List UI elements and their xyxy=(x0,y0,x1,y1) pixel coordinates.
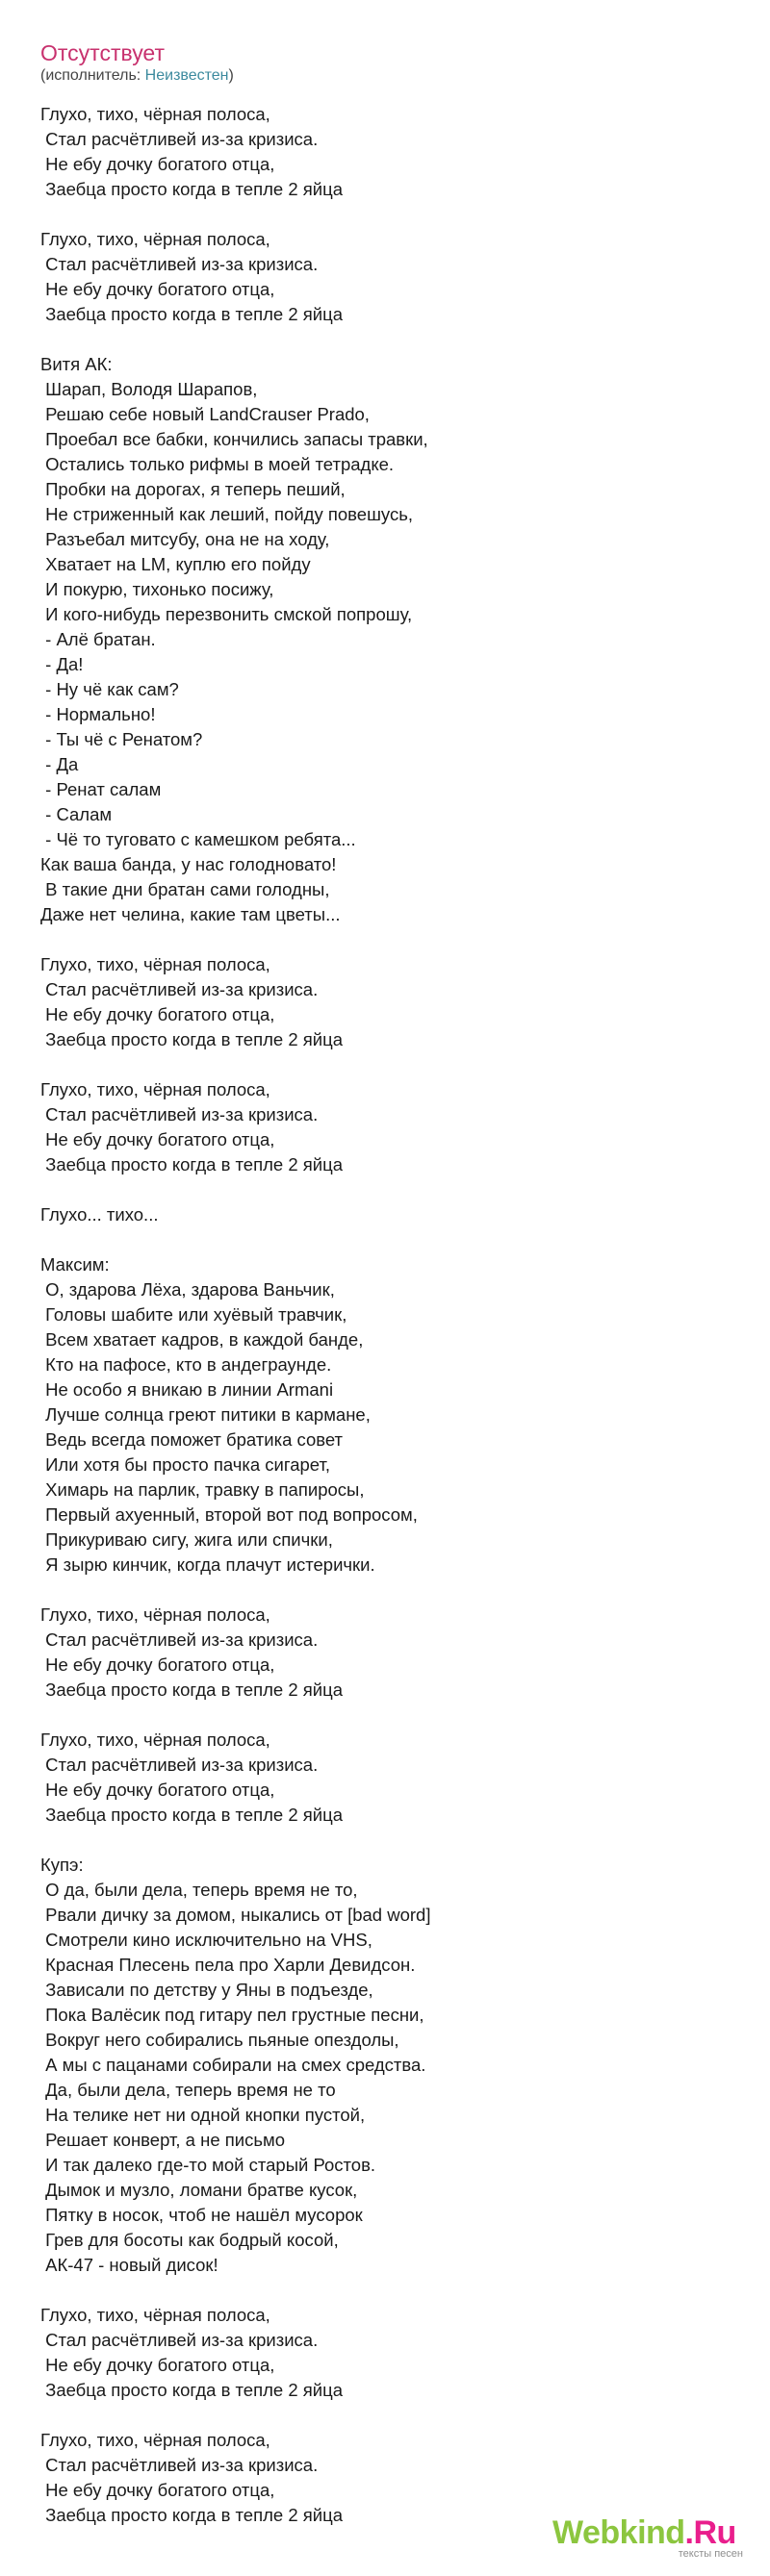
lyric-line: На телике нет ни одной кнопки пустой, xyxy=(40,2105,366,2125)
artist-prefix: (исполнитель: xyxy=(40,67,145,84)
logo-word: Webkind xyxy=(552,2514,685,2551)
lyric-line: Заебца просто когда в тепле 2 яйца xyxy=(40,179,344,199)
stanza-break xyxy=(40,927,753,952)
lyric-line: Вокруг него собирались пьяные опездолы, xyxy=(40,2030,399,2050)
lyric-line: - Нормально! xyxy=(40,704,156,724)
logo-wordmark xyxy=(552,2516,736,2549)
lyric-line: Пока Валёсик под гитару пел грустные песни, xyxy=(40,2005,424,2025)
lyric-line: Как ваша банда, у нас голодновато! xyxy=(40,854,337,874)
lyric-line: Витя АК: xyxy=(40,354,113,374)
lyric-line: Глухо, тихо, чёрная полоса, xyxy=(40,954,270,974)
lyric-line: Да, были дела, теперь время не то xyxy=(40,2080,336,2100)
artist-line xyxy=(40,66,234,86)
lyric-line: Не ебу дочку богатого отца, xyxy=(40,1004,275,1024)
lyric-line: Пробки на дорогах, я теперь пеший, xyxy=(40,479,346,499)
lyric-line: Купэ: xyxy=(40,1855,84,1875)
lyric-line: И так далеко где-то мой старый Ростов. xyxy=(40,2155,376,2175)
lyric-line: Проебал все бабки, кончились запасы травки, xyxy=(40,429,428,449)
lyric-line: Глухо, тихо, чёрная полоса, xyxy=(40,1604,270,1625)
lyric-line: Или хотя бы просто пачка сигарет, xyxy=(40,1454,331,1475)
lyric-line: Заебца просто когда в тепле 2 яйца xyxy=(40,304,344,324)
stanza-break xyxy=(40,1177,753,1202)
stanza-break xyxy=(40,1703,753,1728)
lyric-line: Не ебу дочку богатого отца, xyxy=(40,1654,275,1675)
song-title: Отсутствует xyxy=(40,40,165,65)
stanza-break xyxy=(40,202,753,227)
lyric-line: Первый ахуенный, второй вот под вопросом, xyxy=(40,1504,418,1525)
stanza-break xyxy=(40,327,753,352)
lyric-line: Стал расчётливей из-за кризиса. xyxy=(40,1629,319,1650)
lyric-line: Заебца просто когда в тепле 2 яйца xyxy=(40,1154,344,1174)
lyric-line: Стал расчётливей из-за кризиса. xyxy=(40,2455,319,2475)
lyric-line: Разъебал митсубу, она не на ходу, xyxy=(40,529,330,549)
site-logo[interactable] xyxy=(552,2516,745,2559)
lyric-line: Заебца просто когда в тепле 2 яйца xyxy=(40,2505,344,2525)
lyric-line: Не ебу дочку богатого отца, xyxy=(40,2480,275,2500)
lyric-line: - Ну чё как сам? xyxy=(40,679,179,699)
lyric-line: Не ебу дочку богатого отца, xyxy=(40,154,275,174)
lyric-line: Глухо, тихо, чёрная полоса, xyxy=(40,1079,270,1099)
stanza-break xyxy=(40,1052,753,1077)
lyrics-body xyxy=(40,102,753,2528)
lyric-line: Лучше солнца греют питики в кармане, xyxy=(40,1404,371,1425)
lyric-line: Остались только рифмы в моей тетрадке. xyxy=(40,454,395,474)
lyric-line: Красная Плесень пела про Харли Девидсон. xyxy=(40,1955,416,1975)
lyric-line: А мы с пацанами собирали на смех средства. xyxy=(40,2055,426,2075)
lyric-line: Рвали дичку за домом, ныкались от [bad word] xyxy=(40,1905,431,1925)
stanza-break xyxy=(40,1578,753,1603)
lyric-line: АК-47 - новый дисок! xyxy=(40,2255,218,2275)
lyric-line: Заебца просто когда в тепле 2 яйца xyxy=(40,1805,344,1825)
lyric-line: - Ты чё с Ренатом? xyxy=(40,729,203,749)
stanza-break xyxy=(40,1828,753,1853)
lyric-line: Всем хватает кадров, в каждой банде, xyxy=(40,1329,364,1350)
lyric-line: Заебца просто когда в тепле 2 яйца xyxy=(40,1029,344,1049)
lyric-line: О, здарова Лёха, здарова Ваньчик, xyxy=(40,1279,335,1300)
lyric-line: Стал расчётливей из-за кризиса. xyxy=(40,2330,319,2350)
lyric-line: Не ебу дочку богатого отца, xyxy=(40,1780,275,1800)
lyric-line: И покурю, тихонько посижу, xyxy=(40,579,274,599)
lyric-line: Пятку в носок, чтоб не нашёл мусорок xyxy=(40,2205,363,2225)
lyric-line: Заебца просто когда в тепле 2 яйца xyxy=(40,1679,344,1700)
lyric-line: - Салам xyxy=(40,804,113,824)
lyric-line: Химарь на парлик, травку в папиросы, xyxy=(40,1479,365,1500)
lyric-line: Не ебу дочку богатого отца, xyxy=(40,279,275,299)
lyric-line: Заебца просто когда в тепле 2 яйца xyxy=(40,2380,344,2400)
lyric-line: Стал расчётливей из-за кризиса. xyxy=(40,979,319,999)
stanza-break xyxy=(40,2403,753,2428)
lyric-line: Стал расчётливей из-за кризиса. xyxy=(40,1755,319,1775)
lyric-line: Стал расчётливей из-за кризиса. xyxy=(40,129,319,149)
lyric-line: Глухо, тихо, чёрная полоса, xyxy=(40,104,270,124)
lyric-line: Ведь всегда поможет братика совет xyxy=(40,1429,344,1450)
lyric-line: - Алё братан. xyxy=(40,629,156,649)
lyric-line: В такие дни братан сами голодны, xyxy=(40,879,330,899)
lyric-line: Я зырю кинчик, когда плачут истерички. xyxy=(40,1554,375,1575)
lyric-line: Головы шабите или хуёвый травчик, xyxy=(40,1304,347,1325)
lyric-line: Дымок и музло, ломани братве кусок, xyxy=(40,2180,358,2200)
lyric-line: И кого-нибудь перезвонить смской попрошу, xyxy=(40,604,413,624)
lyric-line: Не ебу дочку богатого отца, xyxy=(40,1129,275,1149)
lyric-line: Максим: xyxy=(40,1254,110,1275)
lyric-line: Не особо я вникаю в линии Armani xyxy=(40,1379,334,1400)
lyric-line: Кто на пафосе, кто в андеграунде. xyxy=(40,1354,332,1375)
lyric-line: - Да! xyxy=(40,654,84,674)
lyric-line: Не стриженный как леший, пойду повешусь, xyxy=(40,504,413,524)
stanza-break xyxy=(40,1227,753,1252)
stanza-break xyxy=(40,2278,753,2303)
lyric-line: Даже нет челина, какие там цветы... xyxy=(40,904,341,924)
lyric-line: Зависали по детству у Яны в подъезде, xyxy=(40,1980,373,2000)
lyric-line: Смотрели кино исключительно на VHS, xyxy=(40,1930,372,1950)
lyric-line: О да, были дела, теперь время не то, xyxy=(40,1880,358,1900)
lyric-line: Решает конверт, а не письмо xyxy=(40,2130,285,2150)
lyric-line: Прикуриваю сигу, жига или спички, xyxy=(40,1529,333,1550)
artist-suffix: ) xyxy=(228,67,234,84)
lyric-line: Стал расчётливей из-за кризиса. xyxy=(40,254,319,274)
logo-tld: .Ru xyxy=(684,2514,736,2551)
lyric-line: - Да xyxy=(40,754,79,774)
lyric-line: - Чё то туговато с камешком ребята... xyxy=(40,829,356,849)
lyric-line: Стал расчётливей из-за кризиса. xyxy=(40,1104,319,1124)
lyric-line: Решаю себе новый LandCrauser Prado, xyxy=(40,404,370,424)
lyric-line: Глухо, тихо, чёрная полоса, xyxy=(40,2430,270,2450)
lyric-line: Хватает на LM, куплю его пойду xyxy=(40,554,311,574)
lyric-line: Глухо, тихо, чёрная полоса, xyxy=(40,2305,270,2325)
artist-link[interactable]: Неизвестен xyxy=(144,67,229,84)
lyric-line: Не ебу дочку богатого отца, xyxy=(40,2355,275,2375)
logo-tagline: тексты песен xyxy=(678,2548,743,2560)
lyric-line: Глухо... тихо... xyxy=(40,1204,159,1225)
lyric-line: Шарап, Володя Шарапов, xyxy=(40,379,258,399)
lyric-line: - Ренат салам xyxy=(40,779,162,799)
lyric-line: Глухо, тихо, чёрная полоса, xyxy=(40,229,270,249)
lyric-line: Грев для босоты как бодрый косой, xyxy=(40,2230,339,2250)
lyric-line: Глухо, тихо, чёрная полоса, xyxy=(40,1730,270,1750)
